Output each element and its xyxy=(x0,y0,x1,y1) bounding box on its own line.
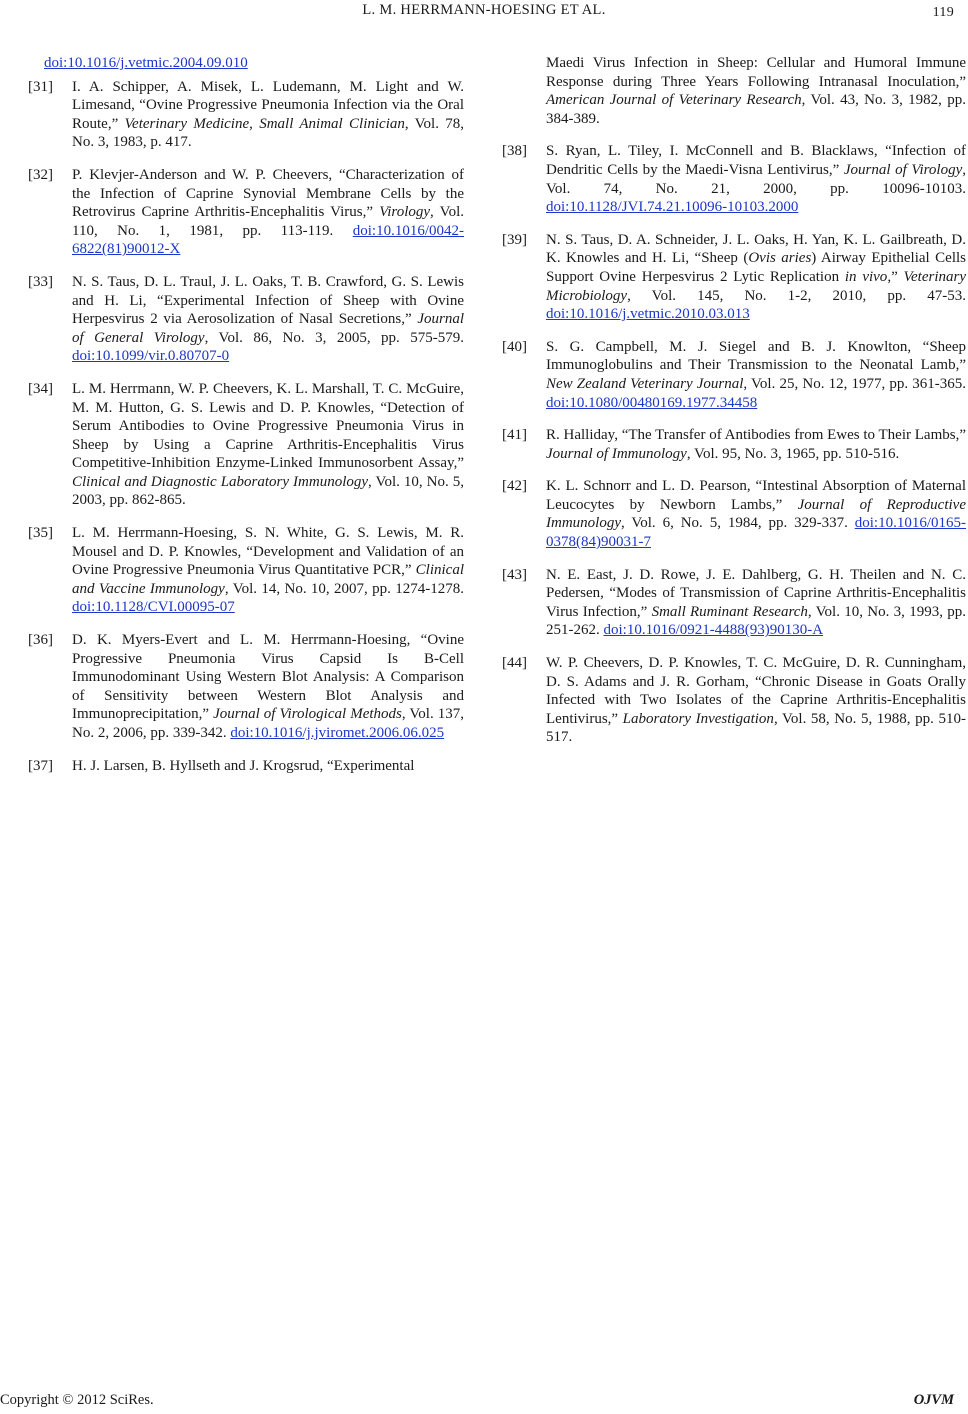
copyright-notice: Copyright © 2012 SciRes. xyxy=(0,1392,154,1408)
reference-text: , Vol. 10, No. 3, 1993, pp. 251-262. xyxy=(546,603,966,639)
reference-number: [37] xyxy=(28,757,53,774)
reference-text: , Vol. 86, No. 3, 2005, pp. 575-579. xyxy=(204,329,464,346)
reference-body xyxy=(546,142,966,216)
reference-text: , Vol. 110, No. 1, 1981, pp. 113-119. xyxy=(72,204,464,239)
reference-text: N. S. Taus, D. L. Traul, J. L. Oaks, T. B. Crawford, G. S. Lewis and H. Li, “Experimental Infection of Sheep with Ovine Herpesvirus 2 via Aerosolization of Nasal Secretions,” xyxy=(72,273,464,328)
running-title: L. M. HERRMANN-HOESING ET AL. xyxy=(362,2,606,18)
doi-link[interactable]: doi:10.1016/j.vetmic.2010.03.013 xyxy=(546,306,750,323)
reference-text: H. J. Larsen, B. Hyllseth and J. Krogsrud, “Experimental xyxy=(72,757,415,774)
reference-number: [38] xyxy=(502,143,527,160)
italic-title: Journal of Virological Methods xyxy=(213,706,402,723)
reference-text: ) Airway Epithelial Cells Support Ovine Herpesvirus 2 Lytic Replication xyxy=(546,250,966,285)
reference-text: N. S. Taus, D. A. Schneider, J. L. Oaks, H. Yan, K. L. Gailbreath, D. K. Knowles and H. Li, “Sheep ( xyxy=(546,231,966,267)
reference-text: ,” xyxy=(887,268,904,285)
doi-link[interactable]: doi:10.1016/j.vetmic.2004.09.010 xyxy=(44,55,248,71)
reference-number: [36] xyxy=(28,632,53,649)
italic-title: Journal of General Virology xyxy=(72,311,464,346)
reference-body xyxy=(72,757,464,776)
reference-text: P. Klevjer-Anderson and W. P. Cheevers, “Characterization of the Infection of Caprine Synovial Membrane Cells by the Retrovirus Caprine Arthritis-Encephalitis Virus,” xyxy=(72,166,464,221)
italic-title: Veterinary Medicine xyxy=(124,115,250,132)
reference-body xyxy=(546,426,966,463)
italic-title: Veterinary Microbiology xyxy=(546,268,966,304)
italic-title: Ovis aries xyxy=(748,250,812,267)
reference-body xyxy=(546,477,966,551)
reference-continuation xyxy=(502,54,966,128)
reference-text: , Vol. 14, No. 10, 2007, pp. 1274-1278. xyxy=(224,580,464,597)
reference-text: , Vol. 137, No. 2, 2006, pp. 339-342. xyxy=(72,706,465,741)
reference-body xyxy=(72,524,464,617)
reference-list-left xyxy=(28,78,464,776)
reference-entry xyxy=(28,757,464,776)
reference-text: Maedi Virus Infection in Sheep: Cellular and Humoral Immune Response during Three Years Following Intranasal Inoculation,” xyxy=(546,55,966,90)
reference-entry xyxy=(502,142,966,216)
reference-text: , Vol. 95, No. 3, 1965, pp. 510-516. xyxy=(686,445,900,462)
reference-list-right xyxy=(502,142,966,747)
reference-number: [42] xyxy=(502,478,527,495)
lead-doi-line xyxy=(28,54,464,73)
reference-body xyxy=(546,566,966,640)
reference-text: D. K. Myers-Evert and L. M. Herrmann-Hoesing, “Ovine Progressive Pneumonia Virus Capsid Is B-Cell Immunodominant Using Western Blot Analysis: A Comparison of Sensitivity between Western Blot Analysis and Immunoprecipitation,” xyxy=(72,632,464,723)
reference-text: S. G. Campbell, M. J. Siegel and B. J. Knowlton, “Sheep Immunoglobulins and Their Transmission to the Neonatal Lamb,” xyxy=(546,338,966,374)
reference-entry xyxy=(502,426,966,463)
reference-text: S. Ryan, L. Tiley, I. McConnell and B. Blacklaws, “Infection of Dendritic Cells by the Maedi-Visna Lentivirus,” xyxy=(546,143,966,178)
reference-number: [40] xyxy=(502,338,527,355)
reference-text: , Vol. 43, No. 3, 1982, pp. 384-389. xyxy=(546,92,966,127)
italic-title: Journal of Reproductive Immunology xyxy=(546,496,966,532)
doi-link[interactable]: doi:10.1080/00480169.1977.34458 xyxy=(546,394,758,411)
reference-body xyxy=(72,631,464,743)
reference-text: , Vol. 145, No. 1-2, 2010, pp. 47-53. xyxy=(627,287,966,304)
reference-body xyxy=(72,78,464,152)
doi-link[interactable]: doi:10.1016/0921-4488(93)90130-A xyxy=(603,622,824,639)
reference-entry xyxy=(28,380,464,510)
page-header xyxy=(0,2,968,24)
right-column xyxy=(502,54,966,761)
reference-body xyxy=(72,166,464,259)
reference-number: [32] xyxy=(28,166,53,183)
reference-entry xyxy=(28,166,464,259)
reference-body xyxy=(72,380,464,510)
doi-link[interactable]: doi:10.1099/vir.0.80707-0 xyxy=(72,348,230,365)
reference-body xyxy=(546,654,966,747)
italic-title: Small Ruminant Research xyxy=(651,603,808,620)
reference-body xyxy=(546,338,966,412)
reference-number: [33] xyxy=(28,273,53,290)
reference-text: I. A. Schipper, A. Misek, L. Ludemann, M. Light and W. Limesand, “Ovine Progressive Pneumonia Infection via the Oral Route,” xyxy=(72,78,464,132)
reference-text: , Vol. 10, No. 5, 2003, pp. 862-865. xyxy=(72,473,464,509)
reference-body xyxy=(546,231,966,324)
italic-title: in vivo xyxy=(844,268,888,285)
italic-title: Journal of Virology xyxy=(843,161,963,178)
doi-link[interactable]: doi:10.1128/CVI.00095-07 xyxy=(72,599,235,616)
reference-number: [39] xyxy=(502,231,527,248)
reference-text: R. Halliday, “The Transfer of Antibodies from Ewes to Their Lambs,” xyxy=(546,427,966,444)
page-number: 119 xyxy=(932,5,954,20)
reference-number: [31] xyxy=(28,78,53,95)
reference-entry xyxy=(28,631,464,743)
reference-entry xyxy=(28,273,464,366)
reference-number: [44] xyxy=(502,655,527,672)
page-footer xyxy=(0,1392,968,1414)
italic-title: American Journal of Veterinary Research xyxy=(546,92,802,109)
italic-title: New Zealand Veterinary Journal xyxy=(546,375,744,392)
italic-title: Clinical and Diagnostic Laboratory Immunology xyxy=(72,473,369,490)
reference-text: , Vol. 78, No. 3, 1983, p. 417. xyxy=(72,115,465,151)
reference-text: , xyxy=(249,115,260,132)
reference-text: L. M. Herrmann-Hoesing, S. N. White, G. S. Lewis, M. R. Mousel and D. P. Knowles, “Development and Validation of an Ovine Progressive Pneumonia Virus Quantitative PCR,” xyxy=(72,525,464,579)
reference-number: [41] xyxy=(502,427,527,444)
reference-text: , Vol. 58, No. 5, 1988, pp. 510-517. xyxy=(546,710,966,746)
doi-link[interactable]: doi:10.1016/j.jviromet.2006.06.025 xyxy=(230,725,445,741)
left-column xyxy=(28,54,464,789)
reference-entry xyxy=(502,654,966,747)
doi-link[interactable]: doi:10.1016/0165-0378(84)90031-7 xyxy=(546,515,966,551)
reference-entry xyxy=(28,78,464,152)
journal-abbrev: OJVM xyxy=(913,1392,954,1408)
reference-text: , Vol. 74, No. 21, 2000, pp. 10096-10103. xyxy=(546,161,966,197)
italic-title: Laboratory Investigation xyxy=(622,710,774,727)
reference-number: [43] xyxy=(502,566,527,583)
reference-text: , Vol. 25, No. 12, 1977, pp. 361-365. xyxy=(743,375,967,392)
reference-number: [34] xyxy=(28,380,53,397)
italic-title: Small Animal Clinician xyxy=(259,115,405,132)
reference-text: K. L. Schnorr and L. D. Pearson, “Intestinal Absorption of Maternal Leucocytes by Newborn Lambs,” xyxy=(546,478,966,513)
doi-link[interactable]: doi:10.1016/0042-6822(81)90012-X xyxy=(72,222,464,258)
reference-entry xyxy=(28,524,464,617)
italic-title: Virology xyxy=(379,204,431,221)
reference-number: [35] xyxy=(28,525,53,542)
reference-text: L. M. Herrmann, W. P. Cheevers, K. L. Marshall, T. C. McGuire, M. M. Hutton, G. S. Lewis and D. P. Knowles, “Detection of Serum Antibodies to Ovine Progressive Pneumonia Virus in Sheep by Using a Caprine Arthritis-Encephalitis Virus Competitive-Inhibition Enzyme-Linked Immunosorbent Assay,” xyxy=(72,380,464,472)
reference-text: , Vol. 6, No. 5, 1984, pp. 329-337. xyxy=(621,515,855,532)
italic-title: Clinical and Vaccine Immunology xyxy=(72,562,464,597)
reference-text: W. P. Cheevers, D. P. Knowles, T. C. McGuire, D. R. Cunningham, D. S. Adams and J. R. Gorham, “Chronic Disease in Goats Orally Infected with Two Isolates of the Caprine Arthritis-Encephalitis Lentivirus,” xyxy=(546,655,966,727)
italic-title: Journal of Immunology xyxy=(546,445,687,462)
reference-entry xyxy=(502,477,966,551)
reference-entry xyxy=(502,566,966,640)
reference-text: N. E. East, J. D. Rowe, J. E. Dahlberg, G. H. Theilen and N. C. Pedersen, “Modes of Transmission of Caprine Arthritis-Encephalitis Virus Infection,” xyxy=(546,566,966,620)
reference-body xyxy=(72,273,464,366)
reference-entry xyxy=(502,338,966,412)
reference-entry xyxy=(502,231,966,324)
doi-link[interactable]: doi:10.1128/JVI.74.21.10096-10103.2000 xyxy=(546,199,799,216)
